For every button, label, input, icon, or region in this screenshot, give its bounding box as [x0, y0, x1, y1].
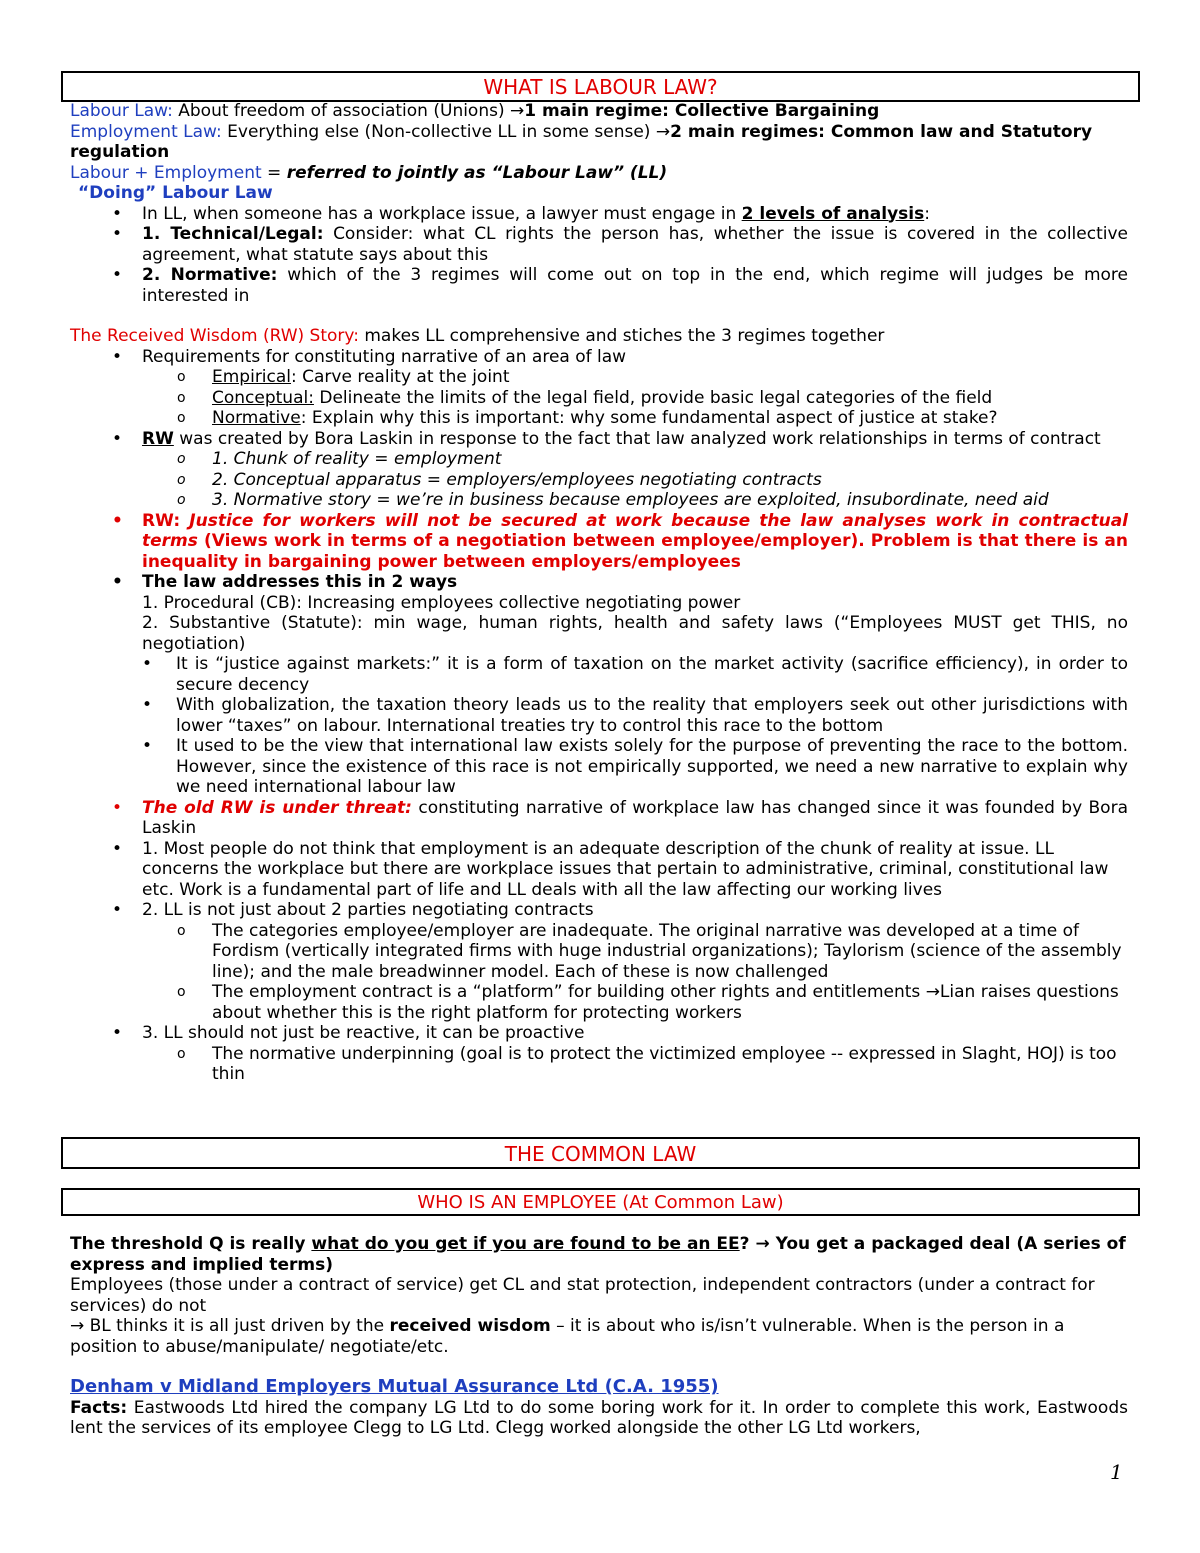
- circle-bullet-icon: o: [177, 922, 186, 939]
- circle-bullet-icon: o: [177, 451, 186, 467]
- circle-bullet-icon: o: [177, 369, 186, 385]
- bullet-icon: •: [112, 572, 123, 592]
- rw-story-title: The Received Wisdom (RW) Story: makes LL comprehensive and stiches the 3 regimes together: [70, 326, 885, 346]
- labour-law-definition: Labour Law: About freedom of association (Unions) →1 main regime: Collective Bargaining: [70, 101, 880, 121]
- circle-bullet-icon: o: [177, 471, 186, 488]
- list-item: o The employment contract is a “platform” for building other rights and entitlements →Lian raises questions about whether this is the right platform for protecting workers: [177, 982, 1119, 1023]
- case-link-denham[interactable]: Denham v Midland Employers Mutual Assurance Ltd (C.A. 1955): [70, 1376, 719, 1397]
- list-item: o Empirical: Carve reality at the joint: [177, 367, 510, 387]
- bullet-icon: •: [112, 900, 123, 920]
- intro-section: [70, 101, 1128, 1085]
- threshold-question: The threshold Q is really what do you get if you are found to be an EE? → You get a packaged deal (A series of express and implied terms): [70, 1234, 1126, 1275]
- list-item: • 1. Technical/Legal: Consider: what CL rights the person has, whether the issue is covered in the collective agreement, what statute says about this: [112, 224, 1128, 265]
- list-item: • In LL, when someone has a workplace issue, a lawyer must engage in 2 levels of analysis:: [112, 203, 930, 224]
- list-item: o Conceptual: Delineate the limits of the legal field, provide basic legal categories of the field: [177, 387, 993, 408]
- bullet-icon: •: [112, 838, 123, 859]
- list-item: o 2. Conceptual apparatus = employers/employees negotiating contracts: [177, 469, 822, 490]
- bullet-icon: •: [112, 265, 123, 285]
- list-item: o 1. Chunk of reality = employment: [177, 449, 502, 469]
- list-item: • 3. LL should not just be reactive, it can be proactive: [112, 1023, 585, 1043]
- list-item: • RW was created by Bora Laskin in response to the fact that law analyzed work relationships in terms of contract: [112, 428, 1101, 449]
- list-item: o 3. Normative story = we’re in business because employees are exploited, insubordinate, need aid: [177, 490, 1049, 510]
- list-item: o The normative underpinning (goal is to protect the victimized employee -- expressed in Slaght, HOJ) is too thin: [177, 1043, 1117, 1084]
- employment-law-definition: Employment Law: Everything else (Non-collective LL in some sense) →2 main regimes: Common law and Statutory regulation: [70, 121, 1093, 162]
- list-item: • Requirements for constituting narrative of an area of law: [112, 346, 627, 367]
- circle-bullet-icon: o: [177, 1045, 186, 1062]
- bullet-icon: •: [112, 797, 123, 818]
- bullet-icon: •: [112, 203, 123, 224]
- bullet-icon: •: [112, 1023, 123, 1043]
- list-item: o Normative: Explain why this is important: why some fundamental aspect of justice at stake?: [177, 408, 998, 428]
- heading-common-law: THE COMMON LAW: [61, 1137, 1140, 1169]
- list-item: • The law addresses this in 2 ways: [112, 572, 458, 592]
- list-item: • It used to be the view that international law exists solely for the purpose of preventing the race to the bottom. However, since the existence of this race is not empirically supported, we need a new narrative to explain why we need international labour law: [142, 736, 1128, 797]
- circle-bullet-icon: o: [177, 410, 186, 426]
- list-item: • RW: Justice for workers will not be secured at work because the law analyses work in contractual terms (Views work in terms of a negotiation between employee/employer). Problem is that there is an inequality in bargaining power between employers/employees: [112, 510, 1128, 572]
- list-item: • 2. Normative: which of the 3 regimes will come out on top in the end, which regime will judges be more interested in: [112, 265, 1128, 306]
- employee-section: [70, 1234, 1128, 1439]
- circle-bullet-icon: o: [177, 492, 186, 508]
- employees-paragraph: Employees (those under a contract of service) get CL and stat protection, independent contractors (under a contract for services) do not: [70, 1275, 1095, 1316]
- heading-what-is-labour-law: WHAT IS LABOUR LAW?: [61, 71, 1140, 102]
- substantive-line: 2. Substantive (Statute): min wage, human rights, health and safety laws (“Employees MUST get THIS, no negotiation): [142, 613, 1128, 654]
- list-item: o The categories employee/employer are inadequate. The original narrative was developed at a time of Fordism (vertically integrated firms with huge industrial organizations); Taylorism (science of the assembly line); and the male breadwinner model. Each of these is now challenged: [177, 920, 1122, 982]
- circle-bullet-icon: o: [177, 389, 186, 406]
- bullet-icon: •: [112, 224, 123, 244]
- bullet-icon: •: [142, 654, 153, 674]
- list-item: • It is “justice against markets:” it is a form of taxation on the market activity (sacrifice efficiency), in order to secure decency: [142, 654, 1128, 695]
- bullet-icon: •: [142, 736, 153, 756]
- list-item: • 1. Most people do not think that employment is an adequate description of the chunk of reality at issue. LL concerns the workplace but there are workplace issues that pertain to administrative, criminal, constitutional law etc. Work is a fundamental part of life and LL deals with all the law affecting our working lives: [112, 838, 1109, 900]
- bl-paragraph: → BL thinks it is all just driven by the received wisdom – it is about who is/isn’t vulnerable. When is the person in a position to abuse/manipulate/ negotiate/etc.: [70, 1316, 1065, 1357]
- circle-bullet-icon: o: [177, 984, 186, 1000]
- list-item: • With globalization, the taxation theory leads us to the reality that employers seek out other jurisdictions with lower “taxes” on labour. International treaties try to control this race to the bottom: [142, 695, 1128, 736]
- procedural-line: 1. Procedural (CB): Increasing employees collective negotiating power: [142, 592, 741, 613]
- bullet-icon: •: [112, 510, 123, 531]
- bullet-icon: •: [112, 428, 123, 449]
- list-item: • The old RW is under threat: constituting narrative of workplace law has changed since it was founded by Bora Laskin: [112, 797, 1128, 838]
- bullet-icon: •: [142, 695, 153, 715]
- bullet-icon: •: [112, 346, 123, 367]
- list-item: • 2. LL is not just about 2 parties negotiating contracts: [112, 900, 594, 920]
- heading-who-is-employee: WHO IS AN EMPLOYEE (At Common Law): [61, 1188, 1140, 1216]
- doing-labour-law-title: “Doing” Labour Law: [78, 183, 273, 203]
- facts-paragraph: Facts: Eastwoods Ltd hired the company LG Ltd to do some boring work for it. In order to complete this work, Eastwoods lent the services of its employee Clegg to LG Ltd. Clegg worked alongside the other LG Ltd workers,: [70, 1397, 1128, 1438]
- page-number: 1: [1110, 1460, 1123, 1484]
- joint-definition: Labour + Employment = referred to jointly as “Labour Law” (LL): [70, 162, 668, 183]
